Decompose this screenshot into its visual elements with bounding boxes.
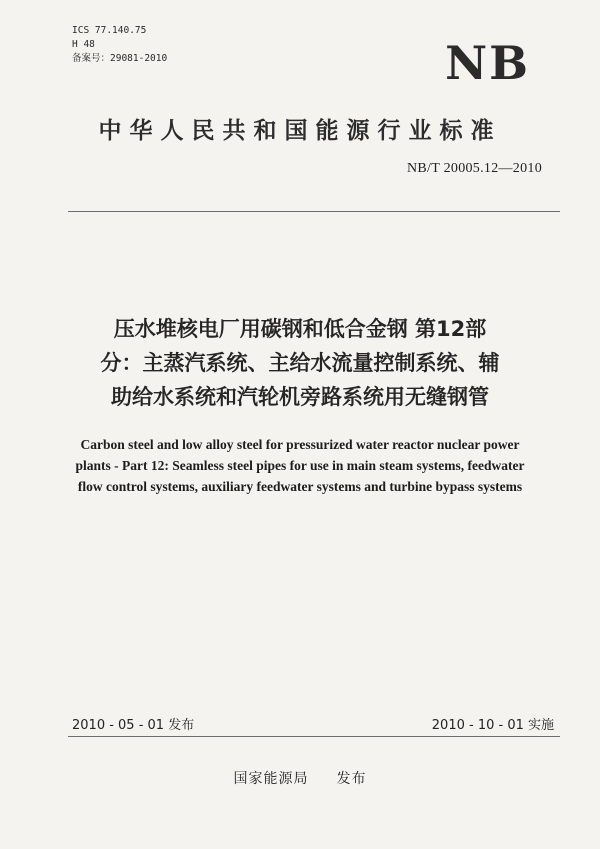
title-en-line: flow control systems, auxiliary feedwater systems and turbine bypass systems <box>77 479 523 494</box>
implementation-date: 2010 - 10 - 01 实施 <box>431 718 554 733</box>
record-number: 备案号：29081-2010 <box>72 53 168 64</box>
title-chinese <box>0 312 600 414</box>
title-en-line: Carbon steel and low alloy steel for pressurized water reactor nuclear power <box>80 437 520 452</box>
category-code: H 48 <box>72 39 95 50</box>
title-zh-line: 压水堆核电厂用碳钢和低合金钢 第12部 <box>113 317 487 341</box>
title-zh-line: 助给水系统和汽轮机旁路系统用无缝钢管 <box>111 385 489 409</box>
classification-block <box>72 24 167 66</box>
title-en-line: plants - Part 12: Seamless steel pipes for use in main steam systems, feedwater <box>75 458 525 473</box>
issuer-action: 发布 <box>336 771 367 787</box>
ics-code: ICS 77.140.75 <box>72 25 147 36</box>
footer-divider <box>68 736 560 737</box>
issuer-line <box>0 768 600 788</box>
issue-date: 2010 - 05 - 01 发布 <box>72 718 195 733</box>
issuer-name: 国家能源局 <box>233 771 309 787</box>
standard-number: NB/T 20005.12—2010 <box>406 161 542 176</box>
title-zh-line: 分：主蒸汽系统、主给水流量控制系统、辅 <box>100 351 500 375</box>
header-divider <box>68 211 560 212</box>
nb-logo: NB <box>445 36 530 90</box>
standard-type-heading: 中华人民共和国能源行业标准 <box>98 118 502 144</box>
title-english <box>0 434 600 497</box>
